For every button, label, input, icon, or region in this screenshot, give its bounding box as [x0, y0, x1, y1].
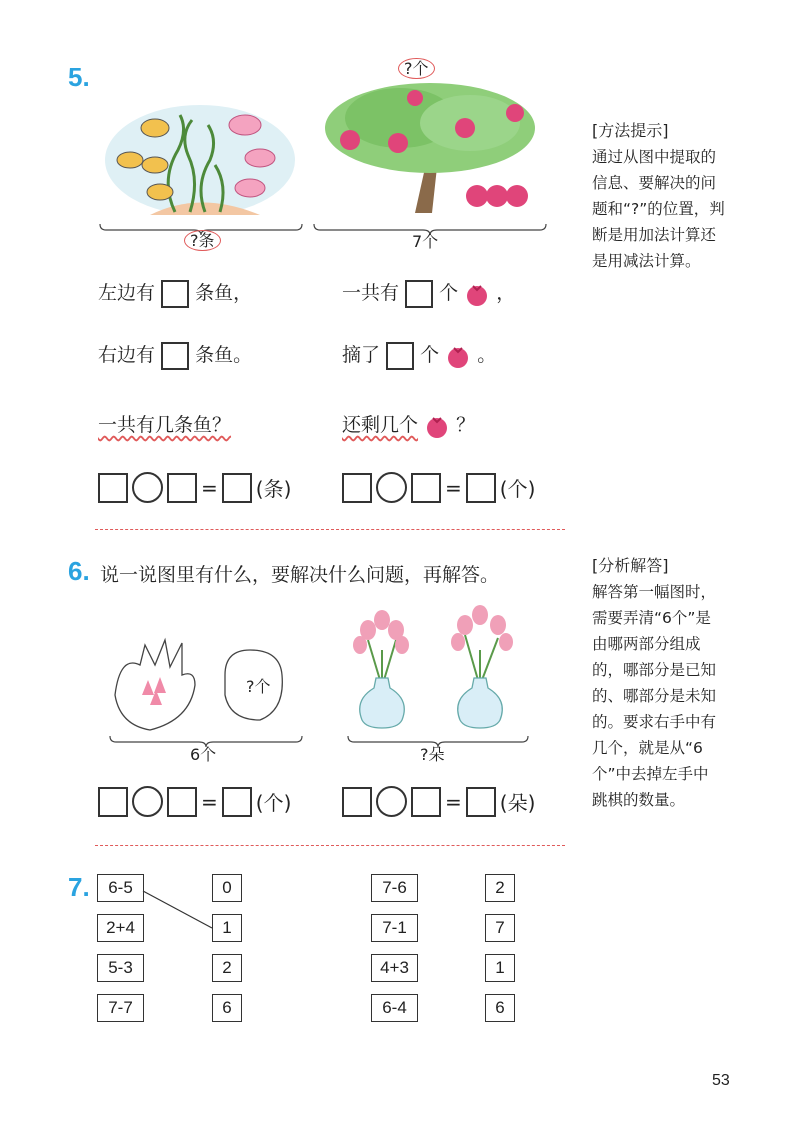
right-expression-box[interactable]: 6-4: [371, 994, 418, 1022]
unit-label: (朵): [499, 791, 536, 815]
equation-operator-circle[interactable]: [132, 786, 163, 817]
equation-operand-box[interactable]: [167, 473, 197, 503]
equation-result-box[interactable]: [222, 473, 252, 503]
equation-result-box[interactable]: [466, 787, 496, 817]
q5-right-line: [98, 340, 252, 370]
comma-text: ，: [496, 282, 516, 304]
equals-sign: =: [445, 789, 462, 814]
right-result-box[interactable]: 7: [485, 914, 515, 942]
method-tip-box: [592, 118, 742, 274]
analysis-tip-line: 由哪两部分组成: [592, 635, 701, 653]
fist-unknown-label: ?个: [246, 677, 271, 696]
q6-prompt: 说一说图里有什么，要解决什么问题，再解答。: [100, 564, 500, 586]
total-has-text: 一共有: [342, 282, 400, 304]
method-tip-line: 通过从图中提取的: [592, 148, 717, 166]
right-expression-box[interactable]: 4+3: [371, 954, 418, 982]
equation-operand-box[interactable]: [411, 787, 441, 817]
analysis-tip-line: 需要弄清“6个”是: [592, 609, 711, 627]
unit-label: (个): [499, 477, 536, 501]
vases-illustration: [340, 600, 540, 732]
unit-label: (个): [255, 791, 292, 815]
method-tip-line: 是用减法计算。: [592, 252, 701, 270]
right-expression-box[interactable]: 7-6: [371, 874, 418, 902]
method-tip-line: 题和“?”的位置，判: [592, 200, 725, 218]
q5-total-line: [342, 278, 515, 308]
equation-operand-box[interactable]: [342, 787, 372, 817]
method-tip-line: 断是用加法计算还: [592, 226, 717, 244]
pomegranate-tree-illustration: [320, 78, 540, 218]
left-result-box[interactable]: 6: [212, 994, 242, 1022]
q6-flowers-equation: [342, 786, 535, 817]
equals-sign: =: [201, 789, 218, 814]
right-expression-box[interactable]: 7-1: [371, 914, 418, 942]
equation-result-box[interactable]: [466, 473, 496, 503]
total-pomegranate-answer-box[interactable]: [405, 280, 433, 308]
analysis-tip-line: 的。要求右手中有: [592, 713, 717, 731]
fish-unit-text: 条鱼，: [195, 282, 253, 304]
page-number: 53: [712, 1072, 730, 1089]
equation-result-box[interactable]: [222, 787, 252, 817]
equation-operator-circle[interactable]: [132, 472, 163, 503]
analysis-tip-line: 跳棋的数量。: [592, 791, 686, 809]
picked-text: 摘了: [342, 344, 381, 366]
right-has-text: 右边有: [98, 344, 156, 366]
q5-left-line: [98, 278, 252, 308]
right-result-box[interactable]: 1: [485, 954, 515, 982]
q6-hands-equation: [98, 786, 291, 817]
hands-total-label: 6个: [190, 745, 217, 764]
right-result-box[interactable]: 6: [485, 994, 515, 1022]
section-divider: [95, 845, 565, 846]
left-expression-box[interactable]: 6-5: [97, 874, 144, 902]
left-has-text: 左边有: [98, 282, 156, 304]
q5-question-pomegranate: [342, 410, 475, 439]
analysis-tip-line: 解答第一幅图时，: [592, 583, 717, 601]
analysis-tip-box: [592, 553, 742, 813]
equation-operand-box[interactable]: [342, 473, 372, 503]
ge-text: 个: [420, 344, 440, 366]
left-result-box[interactable]: 2: [212, 954, 242, 982]
flowers-total-label: ?朵: [420, 745, 445, 764]
equation-operand-box[interactable]: [98, 473, 128, 503]
method-tip-line: 信息、要解决的问: [592, 174, 717, 192]
pomegranate-icon: [464, 281, 490, 307]
analysis-tip-line: 个”中去掉左手中: [592, 765, 709, 783]
q5-fish-equation: [98, 472, 291, 503]
fish-total-value: ?条: [184, 230, 221, 251]
question-mark-text: ？: [456, 414, 476, 436]
question-number-5: 5.: [68, 62, 90, 92]
analysis-tip-line: 的、哪部分是未知: [592, 687, 717, 705]
left-result-box[interactable]: 1: [212, 914, 242, 942]
right-result-box[interactable]: 2: [485, 874, 515, 902]
equals-sign: =: [201, 475, 218, 500]
equation-operand-box[interactable]: [167, 787, 197, 817]
pomegranate-icon: [445, 343, 471, 369]
q5-question-fish: [98, 410, 231, 437]
pomegranate-total-label: 7个: [412, 232, 439, 251]
fish-illustration: [100, 100, 300, 230]
picked-pomegranate-answer-box[interactable]: [386, 342, 414, 370]
question-pom-text: 还剩几个: [342, 414, 419, 436]
q5-picked-line: [342, 340, 496, 370]
tree-count-label: [398, 56, 435, 79]
question-number-6: 6.: [68, 556, 90, 586]
question-fish-text: 一共有几条鱼？: [98, 414, 232, 436]
q5-pomegranate-equation: [342, 472, 535, 503]
equals-sign: =: [445, 475, 462, 500]
analysis-tip-line: 的，哪部分是已知: [592, 661, 717, 679]
analysis-tip-heading: [分析解答]: [592, 556, 669, 575]
unit-label: (条): [255, 477, 292, 501]
equation-operator-circle[interactable]: [376, 786, 407, 817]
left-fish-answer-box[interactable]: [161, 280, 189, 308]
method-tip-heading: [方法提示]: [592, 121, 669, 140]
pomegranate-icon: [424, 413, 450, 439]
fish-total-label: [184, 228, 221, 251]
left-expression-box[interactable]: 7-7: [97, 994, 144, 1022]
ge-text: 个: [439, 282, 459, 304]
left-expression-box[interactable]: 5-3: [97, 954, 144, 982]
tree-count-value: ?个: [398, 58, 435, 79]
left-result-box[interactable]: 0: [212, 874, 242, 902]
left-expression-box[interactable]: 2+4: [97, 914, 144, 942]
right-fish-answer-box[interactable]: [161, 342, 189, 370]
question-number-7: 7.: [68, 872, 90, 902]
section-divider: [95, 529, 565, 530]
equation-operand-box[interactable]: [98, 787, 128, 817]
equation-operator-circle[interactable]: [376, 472, 407, 503]
period-text: 。: [477, 344, 497, 366]
equation-operand-box[interactable]: [411, 473, 441, 503]
fish-unit-text: 条鱼。: [195, 344, 253, 366]
example-match-line: [140, 888, 220, 933]
analysis-tip-line: 几个，就是从“6: [592, 739, 703, 757]
